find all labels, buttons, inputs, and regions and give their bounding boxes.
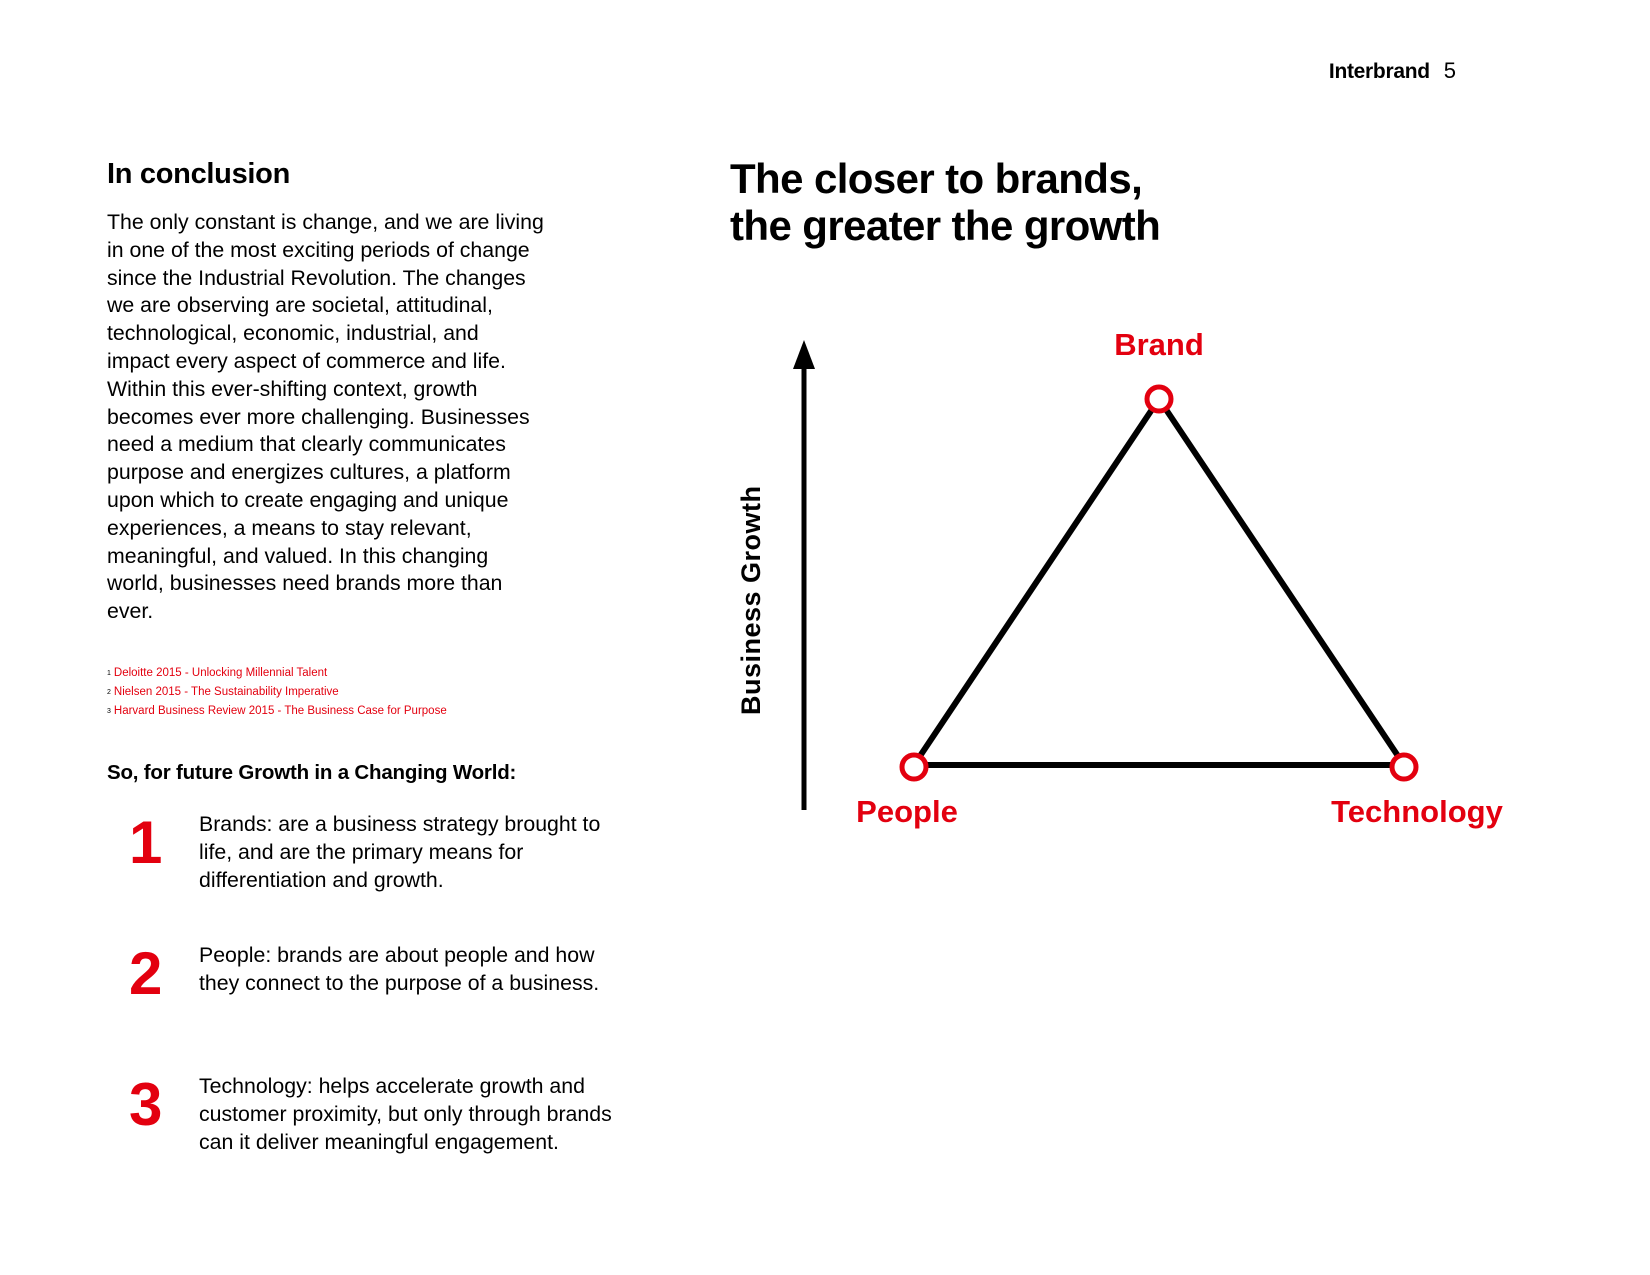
diagram-title-line-2: the greater the growth: [730, 202, 1161, 249]
technology-node-icon: [1392, 755, 1416, 779]
footnote-1: [107, 664, 627, 683]
axis-label: Business Growth: [736, 485, 766, 715]
growth-axis-arrow-icon: [793, 340, 815, 369]
page-header: [1329, 58, 1456, 84]
footnote-marker: 1: [107, 669, 111, 677]
growth-point-3: [107, 1070, 627, 1204]
brand-label: Brand: [1114, 327, 1204, 362]
growth-points: [107, 808, 627, 1204]
edge-brand-people: [914, 399, 1159, 765]
left-column: [107, 158, 627, 1204]
growth-heading: So, for future Growth in a Changing World:: [107, 760, 517, 784]
brand-node-icon: [1147, 387, 1171, 411]
point-number: 2: [129, 939, 163, 1007]
footnote-2: [107, 683, 627, 702]
footnote-3: [107, 702, 627, 721]
diagram-title: [730, 155, 1430, 249]
point-text: People: brands are about people and how they connect to the purpose of a business.: [199, 942, 600, 995]
growth-point-1: [107, 808, 627, 942]
people-node-icon: [902, 755, 926, 779]
section-title: In conclusion: [107, 158, 291, 190]
point-number: 1: [129, 808, 163, 876]
point-text: Brands: are a business strategy brought to life, and are the primary means for differentiation and growth.: [199, 811, 601, 892]
footnote-text: Deloitte 2015 - Unlocking Millennial Talent: [113, 666, 328, 679]
footnotes: [107, 664, 627, 721]
diagram-title-line-1: The closer to brands,: [730, 155, 1143, 202]
growth-point-2: [107, 939, 627, 1073]
point-number: 3: [129, 1070, 163, 1138]
footnote-marker: 2: [107, 688, 111, 696]
brand-logo-text: Interbrand: [1328, 60, 1430, 83]
footnote-text: Harvard Business Review 2015 - The Business Case for Purpose: [113, 704, 447, 717]
edge-brand-technology: [1159, 399, 1404, 765]
footnote-text: Nielsen 2015 - The Sustainability Imperative: [113, 685, 339, 698]
page-number: 5: [1443, 58, 1456, 83]
growth-triangle-diagram: [720, 320, 1520, 840]
conclusion-body: The only constant is change, and we are living in one of the most exciting periods of change since the Industrial Revolution. The changes we are observing are societal, attitudinal, technological, economic, industrial, and impact every aspect of commerce and life. Within this ever-shifting context, growth becomes ever more challenging. Businesses need a medium that clearly communicates purpose and energizes cultures, a platform upon which to create engaging and unique experiences, a means to stay relevant, meaningful, and valued. In this changing world, businesses need brands more than ever.: [107, 210, 544, 624]
people-label: People: [856, 794, 958, 829]
footnote-marker: 3: [107, 707, 111, 715]
technology-label: Technology: [1331, 794, 1503, 829]
point-text: Technology: helps accelerate growth and customer proximity, but only through brands can it deliver meaningful engagement.: [199, 1073, 612, 1154]
